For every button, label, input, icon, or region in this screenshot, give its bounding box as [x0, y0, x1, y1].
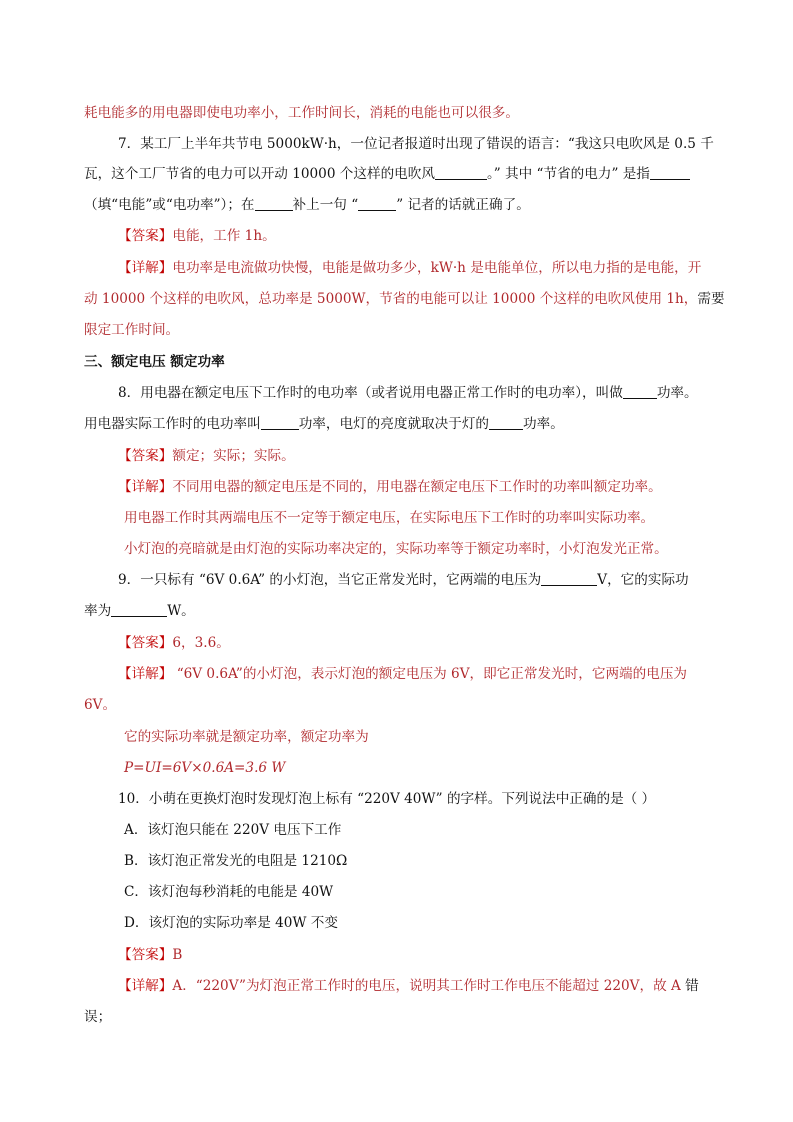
- question-8-line-1: [118, 383, 748, 403]
- question-9-text: 率为: [84, 603, 112, 619]
- option-c: C．该灯泡每秒消耗的电能是 40W: [124, 884, 334, 900]
- question-9-line-1: [118, 570, 748, 590]
- question-8-text: 8．用电器在额定电压下工作时的电功率（或者说用电器正常工作时的电功率），叫做: [118, 385, 623, 401]
- detail-text: “6V 0.6A”的小灯泡，表示灯泡的额定电压为 6V，即它正常发光时，它两端的电压为: [172, 666, 688, 682]
- detail-text: 不同用电器的额定电压是不同的，用电器在额定电压下工作时的功率叫额定功率。: [172, 479, 662, 495]
- answer-blank: [541, 571, 597, 586]
- answer-blank: [255, 196, 293, 211]
- question-7-text: ” 记者的话就正确了。: [396, 197, 530, 213]
- answer-9: [118, 633, 748, 653]
- answer-tag: 【答案】: [118, 228, 173, 244]
- question-8-line-2: [84, 414, 714, 434]
- answer-text: B: [172, 947, 183, 963]
- answer-blank: [435, 165, 487, 180]
- detail-9-line-1: [118, 664, 748, 684]
- question-9-text: V，它的实际功: [597, 572, 689, 588]
- answer-text: 额定；实际；实际。: [172, 448, 295, 464]
- detail-9-line-2: 6V。: [84, 697, 117, 713]
- detail-tag: 【详解】: [118, 978, 173, 994]
- answer-10: [118, 945, 748, 965]
- option-b: B．该灯泡正常发光的电阻是 1210Ω: [124, 853, 348, 869]
- answer-tag: 【答案】: [118, 635, 173, 651]
- section-3-heading: 三、额定电压 额定功率: [84, 354, 225, 370]
- detail-8-line-2: 用电器工作时其两端电压不一定等于额定电压，在实际电压下工作时的功率叫实际功率。: [124, 510, 655, 526]
- question-7-line-3: [84, 195, 714, 215]
- detail-text: 错: [685, 978, 699, 994]
- answer-tag: 【答案】: [118, 947, 173, 963]
- question-8-text: 功率，电灯的亮度就取决于灯的: [298, 416, 490, 432]
- question-7-line-1: 7．某工厂上半年共节电 5000kW·h，一位记者报道时出现了错误的语言：“我这只电吹风是 0.5 千: [118, 136, 714, 152]
- question-7-text: （填“电能”或“电功率”）；在: [84, 197, 255, 213]
- answer-blank: [489, 415, 523, 430]
- intro-conclusion-text: 耗电能多的用电器即使电功率小，工作时间长，消耗的电能也可以很多。: [84, 105, 519, 121]
- question-10: 10．小萌在更换灯泡时发现灯泡上标有 “220V 40W” 的字样。下列说法中正确的是（ ）: [118, 791, 656, 807]
- detail-text: 电功率是电流做功快慢，电能是做功多少，kW·h 是电能单位，所以电力指的是电能，开: [172, 260, 702, 276]
- detail-tag: 【详解】: [118, 666, 173, 682]
- answer-7: [118, 226, 748, 246]
- question-7-text: 补上一句 “: [292, 197, 359, 213]
- question-8-text: 功率。: [523, 416, 564, 432]
- question-7-text: 瓦，这个工厂节省的电力可以开动 10000 个这样的电吹风: [84, 166, 435, 182]
- detail-text: 动: [84, 291, 102, 307]
- answer-blank: [261, 415, 299, 430]
- detail-7-line-3: 限定工作时间。: [84, 322, 180, 338]
- question-8-text: 用电器实际工作时的电功率叫: [84, 416, 261, 432]
- detail-text: “220V”为灯泡正常工作时的电压，说明其工作时工作电压不能超过 220V，故 A: [195, 978, 686, 994]
- answer-tag: 【答案】: [118, 448, 173, 464]
- answer-blank: [650, 165, 690, 180]
- question-7-line-2: [84, 164, 714, 184]
- question-8-text: 功率。: [656, 385, 698, 401]
- detail-9-formula: P=UI=6V×0.6A=3.6 W: [124, 760, 286, 776]
- answer-text: 6，3.6。: [172, 635, 230, 651]
- question-9-line-2: [84, 601, 714, 621]
- detail-7-line-2: [84, 289, 725, 309]
- answer-blank: [358, 196, 396, 211]
- detail-text: A．: [172, 978, 196, 994]
- question-9-text: W。: [167, 603, 195, 619]
- detail-tag: 【详解】: [118, 260, 173, 276]
- detail-10-line-1: [118, 976, 748, 996]
- detail-10-line-2: 误；: [84, 1009, 112, 1025]
- answer-text: 电能，工作 1h。: [172, 228, 276, 244]
- answer-blank: [111, 602, 167, 617]
- detail-8-line-1: [118, 477, 748, 497]
- detail-7-line-1: [118, 258, 748, 278]
- question-9-text: 9．一只标有 “6V 0.6A” 的小灯泡，当它正常发光时，它两端的电压为: [118, 572, 542, 588]
- answer-8: [118, 446, 748, 466]
- question-7-text: 。” 其中 “节省的电力” 是指: [486, 166, 650, 182]
- option-d: D．该灯泡的实际功率是 40W 不变: [124, 915, 338, 931]
- detail-tag: 【详解】: [118, 479, 173, 495]
- detail-9-line-3: 它的实际功率就是额定功率，额定功率为: [124, 729, 369, 745]
- detail-text: 10000 个这样的电吹风，总功率是 5000W，节省的电能可以让 10000 个这样的电吹风使用 1h，: [101, 291, 698, 307]
- detail-text: 需要: [697, 291, 725, 307]
- detail-8-line-3: 小灯泡的亮暗就是由灯泡的实际功率决定的，实际功率等于额定功率时，小灯泡发光正常。: [124, 541, 668, 557]
- answer-blank: [623, 384, 657, 399]
- option-a: A．该灯泡只能在 220V 电压下工作: [124, 822, 342, 838]
